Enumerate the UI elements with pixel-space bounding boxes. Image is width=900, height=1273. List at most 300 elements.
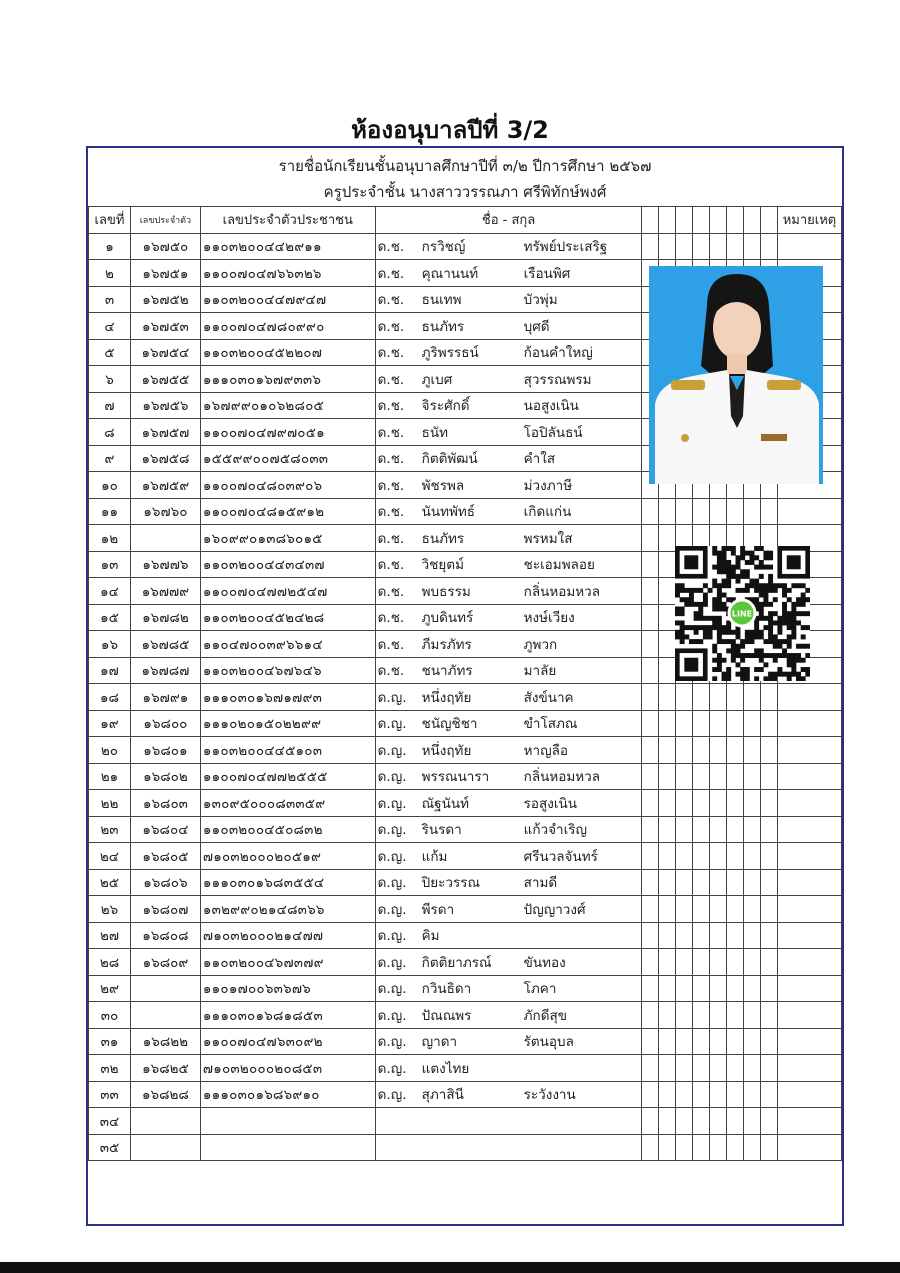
check-cell [761, 975, 778, 1002]
remark-cell [777, 816, 841, 843]
check-cell [676, 869, 693, 896]
check-cell [642, 631, 659, 658]
check-cell [693, 1134, 710, 1161]
remark-cell [777, 684, 841, 711]
check-cell [642, 869, 659, 896]
remark-cell [777, 1028, 841, 1055]
citizen-id [200, 1134, 375, 1161]
last-name: ขำโสภณ [523, 716, 578, 733]
check-cell [676, 816, 693, 843]
check-cell [727, 922, 744, 949]
row-number: ๒๕ [89, 869, 131, 896]
last-name: โภคา [523, 981, 557, 998]
student-name [375, 763, 642, 790]
row-number: ๒๗ [89, 922, 131, 949]
table-row [89, 949, 842, 976]
check-cell [642, 1028, 659, 1055]
last-name: กลิ่นหอมหวล [523, 769, 600, 786]
first-name: วิชยุตม์ [421, 557, 464, 574]
name-prefix: ด.ช. [377, 371, 405, 388]
check-cell [710, 710, 727, 737]
check-cell [659, 1108, 676, 1135]
check-cell [710, 1002, 727, 1029]
student-name [375, 1028, 642, 1055]
check-cell [744, 1108, 761, 1135]
qr-code-icon [675, 546, 810, 681]
row-number: ๒ [89, 260, 131, 287]
first-name: สุภาสินี [421, 1087, 464, 1104]
check-cell [693, 949, 710, 976]
last-name: โอปิลันธน์ [523, 424, 583, 441]
student-id [130, 975, 200, 1002]
check-cell [642, 949, 659, 976]
student-id: ๑๖๘๐๔ [130, 816, 200, 843]
check-cell [642, 1081, 659, 1108]
row-number: ๑๙ [89, 710, 131, 737]
check-cell [693, 233, 710, 260]
row-number: ๑๓ [89, 551, 131, 578]
student-id: ๑๖๗๕๗ [130, 419, 200, 446]
student-name [375, 1002, 642, 1029]
row-number: ๒๙ [89, 975, 131, 1002]
student-name [375, 922, 642, 949]
col-header-citizen-id: เลขประจำตัวประชาชน [200, 207, 375, 234]
table-row [89, 763, 842, 790]
table-row [89, 922, 842, 949]
student-id: ๑๖๗๘๒ [130, 604, 200, 631]
student-id: ๑๖๘๐๗ [130, 896, 200, 923]
first-name: ปิยะวรรณ [421, 875, 480, 892]
check-cell [727, 1002, 744, 1029]
citizen-id: ๑๑๑๐๓๐๑๖๗๙๓๓๖ [200, 366, 375, 393]
citizen-id: ๑๑๐๐๗๐๔๘๑๕๙๑๒ [200, 498, 375, 525]
student-id [130, 1108, 200, 1135]
check-cell [642, 975, 659, 1002]
col-header-name: ชื่อ - สกุล [375, 207, 642, 234]
student-id: ๑๖๗๙๑ [130, 684, 200, 711]
student-id: ๑๖๗๘๗ [130, 657, 200, 684]
student-name [375, 498, 642, 525]
citizen-id: ๑๑๐๓๒๐๐๔๔๒๙๑๑ [200, 233, 375, 260]
check-cell [676, 1002, 693, 1029]
check-cell [642, 578, 659, 605]
citizen-id: ๑๑๐๓๒๐๐๔๕๐๘๓๒ [200, 816, 375, 843]
last-name: ชะเอมพลอย [523, 557, 595, 574]
student-name [375, 1108, 642, 1135]
remark-cell [777, 737, 841, 764]
last-name: สุวรรณพรม [523, 371, 592, 388]
check-cell [761, 1055, 778, 1082]
check-cell [727, 790, 744, 817]
check-cell [727, 1081, 744, 1108]
check-cell [710, 498, 727, 525]
student-name [375, 631, 642, 658]
row-number: ๓ [89, 286, 131, 313]
check-cell [761, 816, 778, 843]
name-prefix: ด.ญ. [377, 795, 407, 812]
check-cell [761, 1134, 778, 1161]
first-name: กวินธิดา [421, 981, 472, 998]
check-cell [744, 233, 761, 260]
last-name: ภูพวก [523, 636, 558, 653]
check-cell [727, 1055, 744, 1082]
remark-cell [777, 763, 841, 790]
student-id: ๑๖๘๒๕ [130, 1055, 200, 1082]
row-number: ๘ [89, 419, 131, 446]
name-prefix: ด.ช. [377, 504, 405, 521]
student-name [375, 896, 642, 923]
teacher-photo [649, 266, 823, 484]
check-cell [642, 710, 659, 737]
check-cell [659, 604, 676, 631]
check-cell [659, 1002, 676, 1029]
name-prefix: ด.ช. [377, 583, 405, 600]
last-name: ม่วงภาษี [523, 477, 573, 494]
name-prefix: ด.ช. [377, 557, 405, 574]
check-cell [676, 896, 693, 923]
last-name: ระวังงาน [523, 1087, 576, 1104]
citizen-id: ๑๑๐๐๗๐๔๗๖๓๐๙๒ [200, 1028, 375, 1055]
citizen-id: ๑๖๗๙๙๐๑๐๖๒๘๐๕ [200, 392, 375, 419]
row-number: ๒๔ [89, 843, 131, 870]
remark-cell [777, 1108, 841, 1135]
check-cell [693, 684, 710, 711]
check-cell [693, 1081, 710, 1108]
row-number: ๔ [89, 313, 131, 340]
check-cell [693, 1055, 710, 1082]
check-cell [693, 922, 710, 949]
check-cell [659, 737, 676, 764]
first-name: ปัณณพร [421, 1007, 472, 1024]
student-name [375, 392, 642, 419]
student-name [375, 286, 642, 313]
check-cell [676, 498, 693, 525]
row-number: ๑๗ [89, 657, 131, 684]
check-cell [727, 737, 744, 764]
remark-cell [777, 233, 841, 260]
first-name: ณัฐนันท์ [421, 795, 469, 812]
remark-cell [777, 975, 841, 1002]
first-name: ชนาภัทร [421, 663, 473, 680]
student-id: ๑๖๗๕๓ [130, 313, 200, 340]
check-cell [659, 922, 676, 949]
name-prefix: ด.ช. [377, 265, 405, 282]
first-name: ธนัท [421, 424, 449, 441]
student-name [375, 816, 642, 843]
check-cell [727, 684, 744, 711]
check-cell [744, 684, 761, 711]
remark-cell [777, 498, 841, 525]
student-name [375, 366, 642, 393]
check-cell [761, 869, 778, 896]
check-cell [676, 1081, 693, 1108]
check-cell [693, 737, 710, 764]
roster-header [88, 148, 842, 207]
check-cell [642, 763, 659, 790]
table-row [89, 1134, 842, 1161]
check-cell [744, 1081, 761, 1108]
check-cell [761, 1108, 778, 1135]
check-cell [693, 763, 710, 790]
check-cell [761, 498, 778, 525]
name-prefix: ด.ญ. [377, 981, 407, 998]
student-name [375, 339, 642, 366]
table-header-row [89, 207, 842, 234]
check-cell [710, 1081, 727, 1108]
remark-cell [777, 896, 841, 923]
check-cell [659, 763, 676, 790]
table-row [89, 816, 842, 843]
line-logo-label: LINE [731, 609, 753, 619]
student-name [375, 445, 642, 472]
student-name [375, 419, 642, 446]
check-cell [710, 737, 727, 764]
check-cell [710, 1028, 727, 1055]
check-cell [659, 525, 676, 552]
student-name [375, 551, 642, 578]
student-name [375, 657, 642, 684]
name-prefix: ด.ญ. [377, 689, 407, 706]
row-number: ๒๐ [89, 737, 131, 764]
row-number: ๖ [89, 366, 131, 393]
remark-cell [777, 843, 841, 870]
citizen-id: ๑๑๐๐๗๐๔๗๗๒๕๔๗ [200, 578, 375, 605]
check-cell [676, 233, 693, 260]
check-cell [659, 896, 676, 923]
check-cell [744, 763, 761, 790]
name-prefix: ด.ญ. [377, 1060, 407, 1077]
check-cell [659, 975, 676, 1002]
name-prefix: ด.ญ. [377, 928, 407, 945]
check-cell [642, 551, 659, 578]
name-prefix: ด.ญ. [377, 848, 407, 865]
row-number: ๗ [89, 392, 131, 419]
student-id: ๑๖๗๕๐ [130, 233, 200, 260]
student-name [375, 233, 642, 260]
student-name [375, 260, 642, 287]
check-cell [659, 233, 676, 260]
check-cell [744, 1002, 761, 1029]
check-cell [710, 1108, 727, 1135]
check-cell [659, 1055, 676, 1082]
row-number: ๓๕ [89, 1134, 131, 1161]
check-cell [659, 631, 676, 658]
first-name: พีรดา [421, 901, 455, 918]
check-cell [727, 233, 744, 260]
check-cell [676, 1028, 693, 1055]
first-name: รินรดา [421, 822, 462, 839]
check-cell [727, 1134, 744, 1161]
check-cell [710, 1055, 727, 1082]
last-name: เกิดแก่น [523, 504, 572, 521]
row-number: ๑๒ [89, 525, 131, 552]
check-cell [659, 869, 676, 896]
check-cell [744, 498, 761, 525]
name-prefix: ด.ญ. [377, 822, 407, 839]
check-cell [744, 949, 761, 976]
check-cell [710, 869, 727, 896]
last-name: รอสูงเนิน [523, 795, 577, 812]
roster-subtitle: รายชื่อนักเรียนชั้นอนุบาลศึกษาปีที่ ๓/๒ ปีการศึกษา ๒๕๖๗ [278, 157, 652, 175]
table-row [89, 843, 842, 870]
citizen-id: ๑๑๑๐๓๐๑๖๗๑๗๙๓ [200, 684, 375, 711]
check-cell [710, 896, 727, 923]
first-name: กิตติยาภรณ์ [421, 954, 492, 971]
check-cell [693, 710, 710, 737]
check-cell [659, 1028, 676, 1055]
check-cell [693, 975, 710, 1002]
name-prefix: ด.ช. [377, 636, 405, 653]
citizen-id: ๑๑๐๓๒๐๐๔๖๗๓๗๙ [200, 949, 375, 976]
table-row [89, 975, 842, 1002]
student-id: ๑๖๘๐๑ [130, 737, 200, 764]
citizen-id: ๗๑๐๓๒๐๐๐๒๑๔๗๗ [200, 922, 375, 949]
check-cell [744, 816, 761, 843]
row-number: ๒๓ [89, 816, 131, 843]
first-name: หนึ่งฤทัย [421, 689, 472, 706]
check-cell [761, 922, 778, 949]
name-prefix: ด.ช. [377, 239, 405, 256]
table-row [89, 1108, 842, 1135]
remark-cell [777, 1002, 841, 1029]
check-cell [676, 710, 693, 737]
student-id: ๑๖๗๕๘ [130, 445, 200, 472]
student-id: ๑๖๘๐๐ [130, 710, 200, 737]
check-cell [676, 1055, 693, 1082]
student-id: ๑๖๘๐๒ [130, 763, 200, 790]
student-name [375, 737, 642, 764]
table-row [89, 1081, 842, 1108]
citizen-id: ๗๑๐๓๒๐๐๐๒๐๘๕๓ [200, 1055, 375, 1082]
row-number: ๑๑ [89, 498, 131, 525]
row-number: ๑๔ [89, 578, 131, 605]
student-name [375, 1134, 642, 1161]
first-name: จิระศักดิ์ [421, 398, 470, 415]
check-cell [659, 578, 676, 605]
check-cell [659, 684, 676, 711]
name-prefix: ด.ช. [377, 345, 405, 362]
check-cell [642, 1055, 659, 1082]
last-name: หงษ์เวียง [523, 610, 575, 627]
check-cell [727, 975, 744, 1002]
check-cell [659, 949, 676, 976]
first-name: ภูบดินทร์ [421, 610, 474, 627]
check-cell [727, 498, 744, 525]
row-number: ๑๖ [89, 631, 131, 658]
first-name: กิตติพัฒน์ [421, 451, 478, 468]
check-cell [710, 816, 727, 843]
citizen-id: ๑๑๐๓๒๐๐๔๖๗๖๔๖ [200, 657, 375, 684]
check-cell [761, 1028, 778, 1055]
remark-cell [777, 1081, 841, 1108]
student-id: ๑๖๗๘๕ [130, 631, 200, 658]
blank-col [693, 207, 710, 234]
check-cell [642, 896, 659, 923]
citizen-id: ๗๑๐๓๒๐๐๐๒๐๕๑๙ [200, 843, 375, 870]
check-cell [761, 896, 778, 923]
student-id: ๑๖๗๕๔ [130, 339, 200, 366]
check-cell [710, 949, 727, 976]
student-id: ๑๖๗๕๙ [130, 472, 200, 499]
first-name: กรวิชญ์ [421, 239, 466, 256]
check-cell [727, 949, 744, 976]
check-cell [642, 790, 659, 817]
check-cell [744, 922, 761, 949]
check-cell [727, 896, 744, 923]
row-number: ๑๕ [89, 604, 131, 631]
name-prefix: ด.ช. [377, 663, 405, 680]
check-cell [659, 843, 676, 870]
student-name [375, 1081, 642, 1108]
remark-cell [777, 949, 841, 976]
check-cell [693, 1002, 710, 1029]
student-id: ๑๖๘๐๕ [130, 843, 200, 870]
citizen-id: ๑๑๐๐๗๐๔๗๘๐๙๙๐ [200, 313, 375, 340]
student-id: ๑๖๘๐๘ [130, 922, 200, 949]
check-cell [761, 233, 778, 260]
qr-code[interactable] [675, 546, 810, 681]
check-cell [727, 710, 744, 737]
remark-cell [777, 790, 841, 817]
table-row [89, 710, 842, 737]
remark-cell [777, 710, 841, 737]
blank-col [727, 207, 744, 234]
name-prefix: ด.ญ. [377, 742, 407, 759]
check-cell [761, 737, 778, 764]
check-cell [659, 1081, 676, 1108]
check-cell [727, 763, 744, 790]
citizen-id: ๑๑๐๓๒๐๐๔๔๗๙๔๗ [200, 286, 375, 313]
row-number: ๒๖ [89, 896, 131, 923]
row-number: ๕ [89, 339, 131, 366]
check-cell [761, 843, 778, 870]
bottom-bar [0, 1262, 900, 1273]
check-cell [693, 790, 710, 817]
citizen-id: ๑๑๐๐๗๐๔๗๖๖๓๒๖ [200, 260, 375, 287]
student-id: ๑๖๘๐๓ [130, 790, 200, 817]
row-number: ๓๒ [89, 1055, 131, 1082]
col-header-no: เลขที่ [89, 207, 131, 234]
name-prefix: ด.ช. [377, 451, 405, 468]
check-cell [676, 763, 693, 790]
student-id: ๑๖๗๕๕ [130, 366, 200, 393]
check-cell [659, 551, 676, 578]
student-id: ๑๖๘๐๖ [130, 869, 200, 896]
row-number: ๓๑ [89, 1028, 131, 1055]
student-id: ๑๖๗๗๖ [130, 551, 200, 578]
last-name: ภักดีสุข [523, 1007, 567, 1024]
check-cell [710, 922, 727, 949]
student-id: ๑๖๗๕๑ [130, 260, 200, 287]
check-cell [744, 869, 761, 896]
check-cell [744, 790, 761, 817]
student-id: ๑๖๗๗๙ [130, 578, 200, 605]
name-prefix: ด.ญ. [377, 901, 407, 918]
check-cell [642, 498, 659, 525]
name-prefix: ด.ญ. [377, 716, 407, 733]
student-id: ๑๖๘๒๘ [130, 1081, 200, 1108]
last-name: ปัญญาวงศ์ [523, 901, 586, 918]
student-id: ๑๖๗๕๖ [130, 392, 200, 419]
check-cell [744, 975, 761, 1002]
check-cell [693, 896, 710, 923]
row-number: ๒๘ [89, 949, 131, 976]
student-name [375, 684, 642, 711]
check-cell [676, 975, 693, 1002]
check-cell [676, 1108, 693, 1135]
student-id: ๑๖๗๖๐ [130, 498, 200, 525]
citizen-id: ๑๓๐๙๕๐๐๐๘๓๓๕๙ [200, 790, 375, 817]
